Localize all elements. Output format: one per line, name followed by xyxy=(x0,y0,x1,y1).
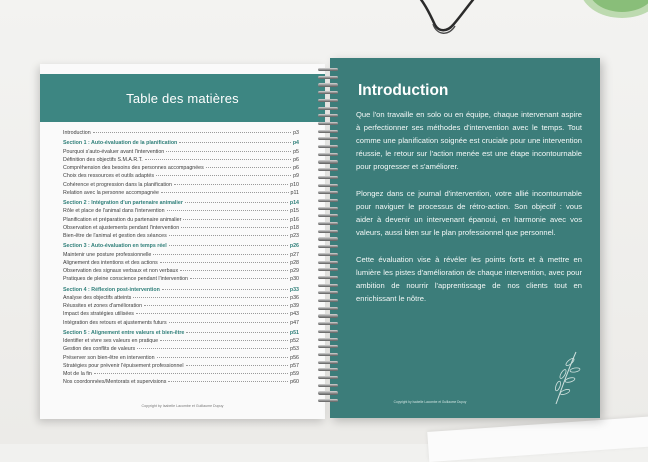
toc-entry-label: Planification et préparation du partenaire animalier xyxy=(63,216,182,223)
intro-body xyxy=(356,108,582,319)
toc-page xyxy=(40,64,325,419)
toc-entry-label: Gestion des conflits de valeurs xyxy=(63,346,136,353)
toc-entry-label: Pourquoi s'auto-évaluer avant l'intervention xyxy=(63,148,165,155)
binding-coil xyxy=(318,338,338,341)
toc-leader-dots xyxy=(169,322,289,323)
binding-coil xyxy=(318,191,338,194)
toc-entry-label: Intégration des retours et ajustements futurs xyxy=(63,319,167,326)
binding-coil xyxy=(318,168,338,171)
toc-entry-page: p33 xyxy=(289,286,299,293)
toc-leader-dots xyxy=(133,297,288,298)
toc-entry-page: p10 xyxy=(290,181,299,188)
binding-coil xyxy=(318,314,338,317)
binding-coil xyxy=(318,199,338,202)
binding-coil xyxy=(318,176,338,179)
toc-entry-page: p26 xyxy=(289,243,299,250)
binding-coil xyxy=(318,399,338,402)
toc-entry-label: Section 2 : Intégration d'un partenaire animalier xyxy=(63,200,183,206)
binding-coil xyxy=(318,261,338,264)
toc-leader-dots xyxy=(153,254,288,255)
toc-entry xyxy=(63,346,299,354)
toc-entry-page: p51 xyxy=(289,329,299,336)
toc-section-entry xyxy=(63,330,299,338)
green-glass-icon xyxy=(560,0,648,30)
branch-icon xyxy=(548,348,584,406)
spiral-binding xyxy=(318,68,340,408)
intro-title: Introduction xyxy=(358,82,449,99)
binding-coil xyxy=(318,207,338,210)
binding-coil xyxy=(318,76,338,79)
toc-entry xyxy=(63,182,299,190)
toc-leader-dots xyxy=(190,278,288,279)
toc-section-entry xyxy=(63,287,299,295)
toc-entry-label: Section 5 : Alignement entre valeurs et bien-être xyxy=(63,329,185,336)
binding-coil xyxy=(318,83,338,86)
toc-entry-page: p43 xyxy=(290,311,299,318)
toc-entry-page: p4 xyxy=(292,140,299,147)
toc-entry-page: p27 xyxy=(290,251,299,258)
toc-leader-dots xyxy=(157,357,289,358)
toc-leader-dots xyxy=(181,227,288,228)
toc-entry xyxy=(63,320,299,328)
toc-entry xyxy=(63,311,299,319)
toc-entry-page: p16 xyxy=(290,216,299,223)
binding-coil xyxy=(318,253,338,256)
toc-entry-page: p39 xyxy=(290,303,299,309)
binding-coil xyxy=(318,153,338,156)
binding-coil xyxy=(318,268,338,271)
binding-coil xyxy=(318,276,338,279)
binding-coil xyxy=(318,384,338,387)
binding-coil xyxy=(318,145,338,148)
binding-coil xyxy=(318,330,338,333)
toc-leader-dots xyxy=(167,210,289,211)
toc-leader-dots xyxy=(180,270,288,271)
binding-coil xyxy=(318,237,338,240)
toc-entry-label: Introduction xyxy=(63,130,91,136)
toc-entry xyxy=(63,225,299,233)
toc-entry-page: p47 xyxy=(290,319,299,326)
intro-paragraph-3: Cette évaluation vise à révéler les points forts et à mettre en lumière les pistes d'amélioration de chaque intervention, avec pour ambition de nourrir l'apprentissage de nos clients tout en enrichissant le nôtre. xyxy=(356,255,582,303)
toc-entry xyxy=(63,233,299,241)
toc-entry xyxy=(63,130,299,138)
binding-coil xyxy=(318,353,338,356)
toc-entry xyxy=(63,173,299,181)
notebook xyxy=(40,58,605,423)
intro-footer: Copyright by Isabelle Lacombe et Guillaume Dupuy xyxy=(393,400,467,404)
toc-entry xyxy=(63,157,299,165)
binding-coil xyxy=(318,361,338,364)
binding-coil xyxy=(318,184,338,187)
toc-entry xyxy=(63,217,299,225)
binding-coil xyxy=(318,345,338,348)
toc-leader-dots xyxy=(206,167,291,168)
toc-entry-label: Stratégies pour prévenir l'épuisement professionnel xyxy=(63,362,184,369)
toc-entry-page: p36 xyxy=(290,294,299,301)
binding-coil xyxy=(318,230,338,233)
toc-leader-dots xyxy=(162,289,288,290)
toc-entry-page: p29 xyxy=(290,268,299,274)
binding-coil xyxy=(318,160,338,163)
toc-entry-label: Observation des signaux verbaux et non verbaux xyxy=(63,268,179,274)
toc-entry-page: p14 xyxy=(289,200,299,206)
toc-entry xyxy=(63,268,299,276)
toc-leader-dots xyxy=(161,192,289,193)
toc-entry xyxy=(63,363,299,371)
toc-entry-page: p60 xyxy=(290,379,299,386)
intro-page xyxy=(330,58,600,418)
binding-coil xyxy=(318,284,338,287)
toc-leader-dots xyxy=(186,365,289,366)
toc-entry-label: Alignement des intentions et des actions xyxy=(63,259,158,266)
toc-leader-dots xyxy=(186,332,287,333)
toc-entry-label: Compréhension des besoins des personnes accompagnées xyxy=(63,165,204,171)
toc-leader-dots xyxy=(183,219,288,220)
binding-coil xyxy=(318,245,338,248)
toc-leader-dots xyxy=(168,381,288,382)
binding-coil xyxy=(318,122,338,125)
toc-entry-page: p9 xyxy=(293,173,299,180)
toc-entry-label: Section 4 : Réflexion post-intervention xyxy=(63,286,160,293)
toc-entry xyxy=(63,371,299,379)
binding-coil xyxy=(318,91,338,94)
binding-coil xyxy=(318,99,338,102)
binding-coil xyxy=(318,130,338,133)
toc-entry-page: p3 xyxy=(293,130,299,136)
toc-entry xyxy=(63,295,299,303)
binding-coil xyxy=(318,291,338,294)
binding-coil xyxy=(318,307,338,310)
toc-entry xyxy=(63,252,299,260)
binding-coil xyxy=(318,376,338,379)
toc-leader-dots xyxy=(93,132,291,133)
binding-coil xyxy=(318,114,338,117)
toc-entry-page: p30 xyxy=(290,276,299,283)
toc-entry-page: p56 xyxy=(290,354,299,361)
toc-section-entry xyxy=(63,140,299,148)
toc-leader-dots xyxy=(145,159,291,160)
toc-entry xyxy=(63,165,299,173)
toc-entry-label: Choix des ressources et outils adaptés xyxy=(63,173,154,180)
toc-entry-page: p15 xyxy=(290,208,299,215)
toc-entry-label: Préserver son bien-être en intervention xyxy=(63,354,155,361)
toc-entry-label: Réussites et zones d'amélioration xyxy=(63,303,143,309)
toc-entry-label: Bien-être de l'animal et gestion des séances xyxy=(63,233,167,239)
toc-leader-dots xyxy=(160,262,288,263)
toc-entry-page: p5 xyxy=(293,148,299,155)
toc-title: Table des matières xyxy=(40,74,325,122)
binding-coil xyxy=(318,107,338,110)
toc-entry xyxy=(63,303,299,311)
toc-leader-dots xyxy=(136,313,288,314)
toc-list xyxy=(63,130,299,388)
toc-entry-page: p6 xyxy=(293,165,299,171)
toc-entry-label: Maintenir une posture professionnelle xyxy=(63,251,152,258)
toc-entry-label: Impact des stratégies utilisées xyxy=(63,311,134,318)
toc-leader-dots xyxy=(144,305,288,306)
toc-entry-label: Section 3 : Auto-évaluation en temps réel xyxy=(63,243,167,250)
toc-entry xyxy=(63,276,299,284)
toc-entry xyxy=(63,338,299,346)
toc-entry-label: Analyse des objectifs atteints xyxy=(63,294,132,301)
toc-leader-dots xyxy=(156,175,291,176)
binding-coil xyxy=(318,222,338,225)
toc-entry-label: Observation et ajustements pendant l'intervention xyxy=(63,224,180,231)
toc-section-entry xyxy=(63,200,299,208)
toc-section-entry xyxy=(63,243,299,251)
toc-entry-label: Pratiques de pleine conscience pendant l'intervention xyxy=(63,276,188,283)
toc-leader-dots xyxy=(137,348,288,349)
toc-entry-page: p52 xyxy=(290,338,299,344)
binding-coil xyxy=(318,214,338,217)
toc-entry-label: Cohérence et progression dans la planification xyxy=(63,181,172,188)
toc-entry-page: p28 xyxy=(290,259,299,266)
toc-leader-dots xyxy=(185,202,288,203)
toc-entry-page: p11 xyxy=(290,189,299,196)
toc-entry xyxy=(63,260,299,268)
toc-leader-dots xyxy=(169,245,288,246)
binding-coil xyxy=(318,368,338,371)
toc-entry-label: Rôle et place de l'animal dans l'intervention xyxy=(63,208,165,215)
toc-entry-label: Mot de la fin xyxy=(63,371,92,377)
toc-leader-dots xyxy=(160,340,288,341)
toc-entry-label: Définition des objectifs S.M.A.R.T. xyxy=(63,156,143,163)
eyeglasses-icon xyxy=(395,0,485,40)
toc-entry-page: p23 xyxy=(290,233,299,239)
toc-entry-label: Section 1 : Auto-évaluation de la planification xyxy=(63,140,178,147)
toc-entry-label: Nos coordonnées/Mentorats et supervisions xyxy=(63,379,167,386)
toc-entry-page: p59 xyxy=(290,371,299,377)
toc-entry xyxy=(63,190,299,198)
toc-leader-dots xyxy=(179,142,291,143)
toc-entry xyxy=(63,355,299,363)
toc-entry-label: Identifier et vivre ses valeurs en pratique xyxy=(63,338,159,344)
toc-leader-dots xyxy=(169,235,288,236)
toc-entry xyxy=(63,208,299,216)
binding-coil xyxy=(318,322,338,325)
binding-coil xyxy=(318,137,338,140)
toc-entry-page: p53 xyxy=(290,346,299,353)
toc-entry-page: p57 xyxy=(290,362,299,369)
toc-entry-label: Relation avec la personne accompagnée xyxy=(63,189,159,196)
toc-entry-page: p18 xyxy=(290,224,299,231)
toc-leader-dots xyxy=(94,373,288,374)
toc-entry-page: p6 xyxy=(293,156,299,163)
intro-paragraph-1: Que l'on travaille en solo ou en équipe, chaque intervenant aspire à perfectionner ses méthodes d'intervention avec le temps. Tout comme une planification soignée est cruciale pour une intervention réussie, le retour sur l'action menée est une étape incontournable pour progresser et s'améliorer. xyxy=(356,110,582,171)
toc-leader-dots xyxy=(174,184,288,185)
binding-coil xyxy=(318,299,338,302)
intro-paragraph-2: Plongez dans ce journal d'intervention, votre allié incontournable pour naviguer le processus de rétro-action. Son objectif : vous aider à devenir un intervenant épanoui, en harmonie avec vos valeurs, aussi bien sur le plan professionnel que personnel. xyxy=(356,189,582,237)
toc-leader-dots xyxy=(166,151,291,152)
toc-entry xyxy=(63,149,299,157)
toc-copyright: Copyright by Isabelle Lacombe et Guillaume Dupuy xyxy=(141,404,224,408)
toc-entry xyxy=(63,379,299,387)
binding-coil xyxy=(318,68,338,71)
binding-coil xyxy=(318,391,338,394)
